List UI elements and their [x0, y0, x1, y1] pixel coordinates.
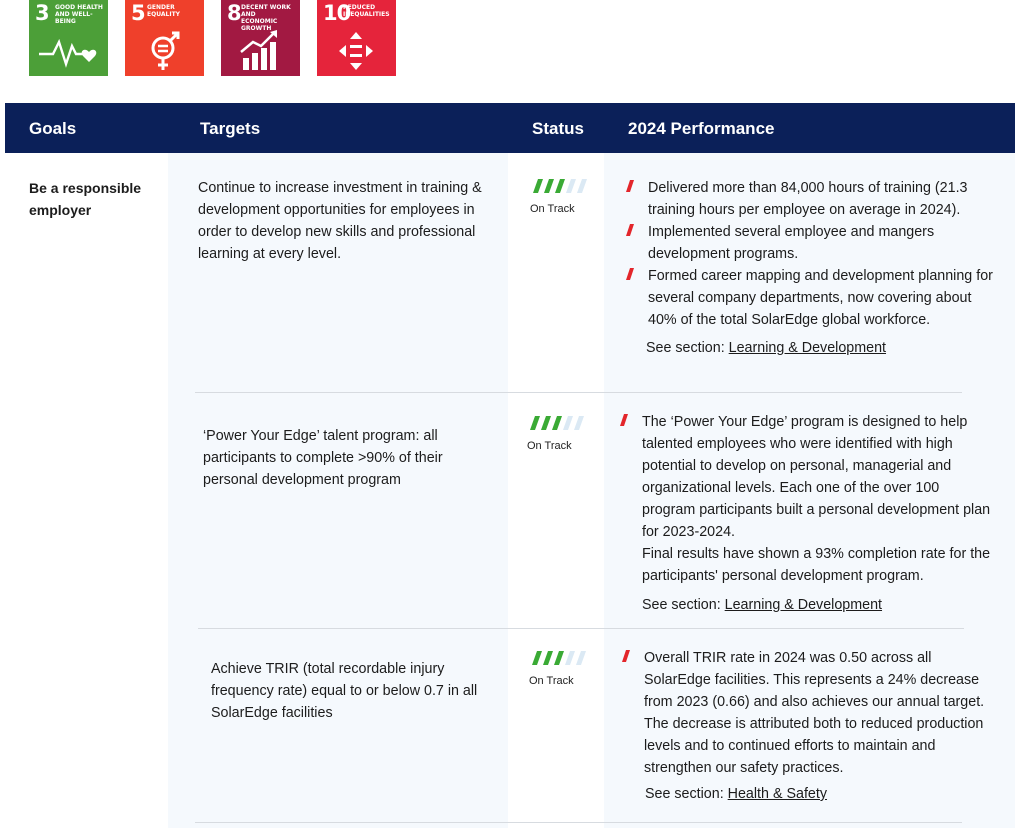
status-1 [530, 179, 600, 215]
row-divider [195, 392, 962, 393]
see-section: See section: Learning & Development [642, 597, 883, 613]
row-divider [195, 822, 962, 823]
target-3: Achieve TRIR (total recordable injury frequency rate) equal to or below 0.7 in all SolarEdge facilities [211, 661, 478, 721]
heartbeat-icon [29, 28, 108, 72]
bullet-icon [626, 224, 634, 236]
sdg-title: DECENT WORK AND ECONOMIC GROWTH [241, 4, 291, 32]
bullet-icon [620, 414, 628, 426]
list-item: Implemented several employee and mangers development programs. [648, 221, 993, 265]
target-2: ‘Power Your Edge’ talent program: all participants to complete >90% of their personal development program [203, 428, 443, 488]
status-bars-icon [529, 651, 587, 665]
sdg-3-tile [29, 0, 108, 76]
header-status: Status [532, 119, 584, 138]
sdg-number: 5 [131, 1, 145, 25]
performance-3 [644, 647, 999, 805]
target-1: Continue to increase investment in training & development opportunities for employees in order to develop new skills and professional learning at every level. [198, 180, 482, 262]
table-header [5, 103, 1015, 153]
performance-note: Final results have shown a 93% completion rate for the participants' personal development program. [642, 546, 991, 584]
reduced-inequalities-icon [317, 28, 396, 72]
list-item: Overall TRIR rate in 2024 was 0.50 across all SolarEdge facilities. This represents a 24% decrease from 2023 (0.66) and also achieves our annual target. The decrease is attributed both to reduced production levels and to continued efforts to maintain and strengthen our safety practices. [644, 647, 999, 779]
list-item: Delivered more than 84,000 hours of training (21.3 training hours per employee on average in 2024). [648, 177, 993, 221]
sdg-8-tile [221, 0, 300, 76]
header-targets: Targets [200, 119, 261, 138]
status-label: On Track [527, 440, 572, 452]
bullet-icon [626, 180, 634, 192]
status-2 [527, 416, 597, 452]
sdg-icons [29, 0, 396, 76]
status-bars-icon [527, 416, 585, 430]
sdg-10-tile [317, 0, 396, 76]
status-bars-icon [530, 179, 588, 193]
sdg-5-tile [125, 0, 204, 76]
goal-label: Be a responsible employer [29, 180, 142, 218]
growth-chart-icon [221, 28, 300, 72]
sdg-number: 3 [35, 1, 49, 25]
learning-development-link[interactable]: Learning & Development [728, 340, 887, 356]
performance-2 [642, 411, 992, 616]
see-section: See section: Health & Safety [645, 786, 827, 802]
sdg-title: REDUCED INEQUALITIES [343, 4, 390, 18]
sdg-title: GENDER EQUALITY [147, 4, 181, 18]
status-label: On Track [530, 203, 575, 215]
row-divider [198, 628, 964, 629]
gender-equality-icon [125, 28, 204, 72]
bullet-icon [626, 268, 634, 280]
learning-development-link[interactable]: Learning & Development [724, 597, 883, 613]
performance-1 [648, 177, 993, 359]
health-safety-link[interactable]: Health & Safety [727, 786, 827, 802]
header-goals: Goals [29, 119, 77, 138]
header-performance: 2024 Performance [628, 119, 775, 138]
list-item: The ‘Power Your Edge’ program is designed to help talented employees who were identified with high potential to develop on personal, managerial and organizational levels. Each one of the over 100 program participants built a personal development plan for 2023-2024. [642, 411, 992, 543]
sdg-number: 8 [227, 1, 241, 25]
list-item: Formed career mapping and development planning for several company departments, now covering about 40% of the total SolarEdge global workforce. [648, 265, 993, 331]
bullet-icon [622, 650, 630, 662]
status-label: On Track [529, 675, 574, 687]
sdg-title: GOOD HEALTH AND WELL-BEING [55, 4, 103, 25]
status-3 [529, 651, 599, 687]
see-section: See section: Learning & Development [646, 340, 887, 356]
sdg-number: 10 [323, 1, 351, 25]
